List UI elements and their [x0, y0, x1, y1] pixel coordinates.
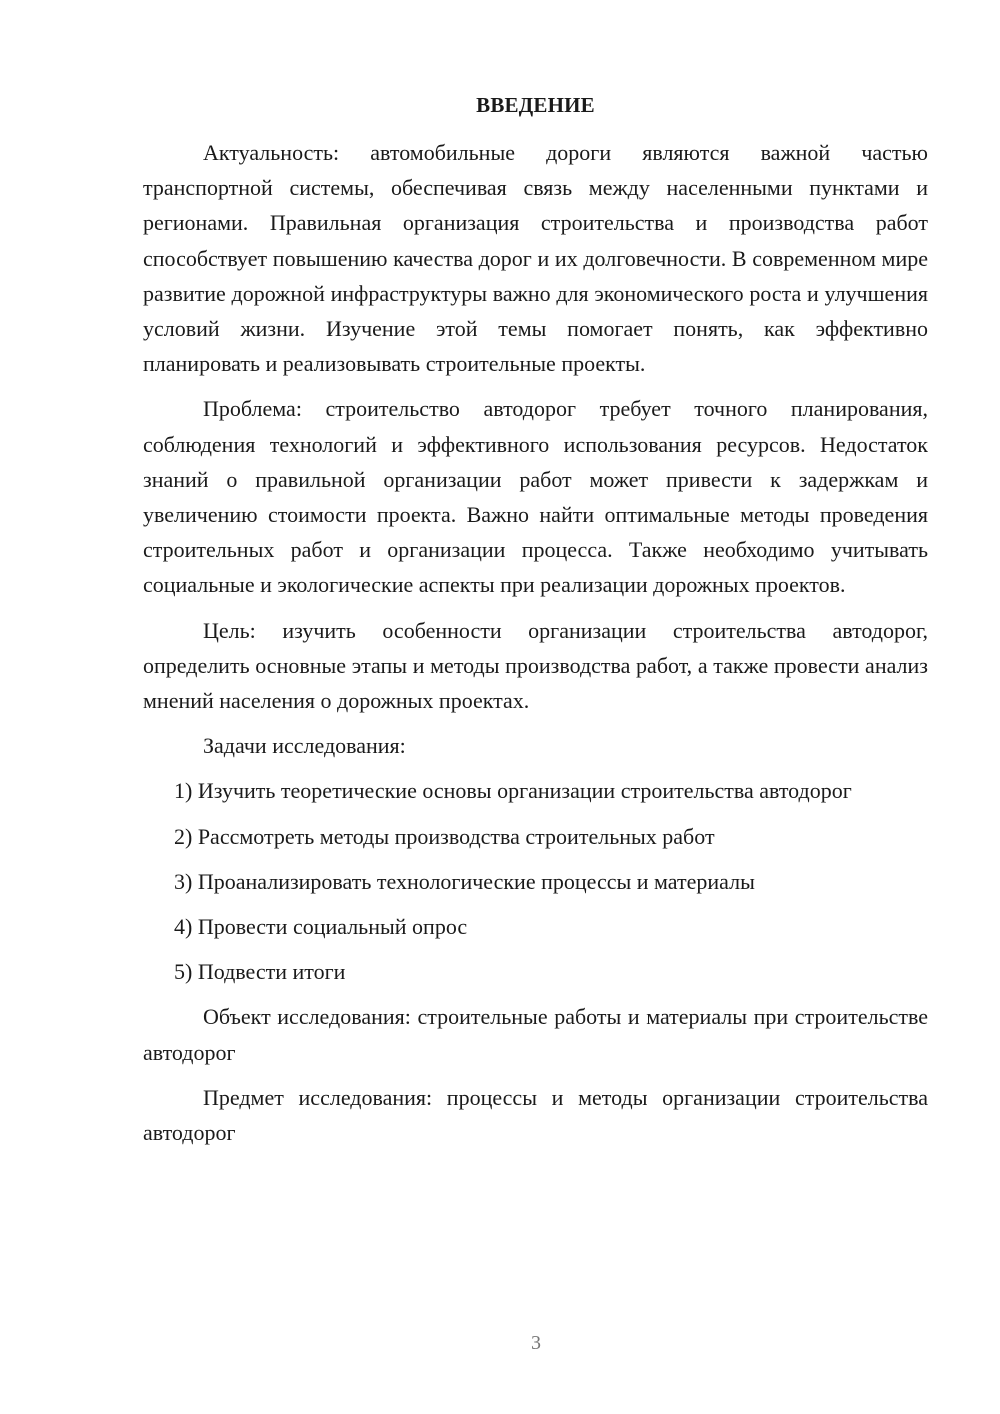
task-item: 3) Проанализировать технологические процессы и материалы	[174, 868, 755, 894]
object-paragraph: Объект исследования: строительные работы и материалы при строительстве автодорог	[143, 1004, 928, 1065]
task-item: 2) Рассмотреть методы производства строительных работ	[174, 823, 715, 849]
task-item: 5) Подвести итоги	[174, 959, 346, 985]
page-number: 3	[531, 1332, 541, 1354]
task-item: 1) Изучить теоретические основы организации строительства автодорог	[174, 778, 852, 804]
goal-paragraph: Цель: изучить особенности организации строительства автодорог, определить основные этапы и методы производства работ, а также провести анализ мнений населения о дорожных проектах.	[143, 617, 928, 714]
tasks-list	[143, 773, 928, 989]
task-item: 4) Провести социальный опрос	[174, 914, 468, 940]
relevance-paragraph: Актуальность: автомобильные дороги являются важной частью транспортной системы, обеспечивая связь между населенными пунктами и регионами. Правильная организация строительства и производства работ способствует повышению качества дорог и их долговечности. В современном мире развитие дорожной инфраструктуры важно для экономического роста и улучшения условий жизни. Изучение этой темы помогает понять, как эффективно планировать и реализовывать строительные проекты.	[143, 140, 928, 377]
problem-paragraph: Проблема: строительство автодорог требует точного планирования, соблюдения технологий и эффективного использования ресурсов. Недостаток знаний о правильной организации работ может привести к задержкам и увеличению стоимости проекта. Важно найти оптимальные методы проведения строительных работ и организации процесса. Также необходимо учитывать социальные и экологические аспекты при реализации дорожных проектов.	[143, 396, 928, 598]
tasks-heading: Задачи исследования:	[203, 733, 406, 759]
subject-paragraph: Предмет исследования: процессы и методы организации строительства автодорог	[143, 1084, 928, 1146]
page-title: ВВЕДЕНИЕ	[476, 93, 595, 117]
